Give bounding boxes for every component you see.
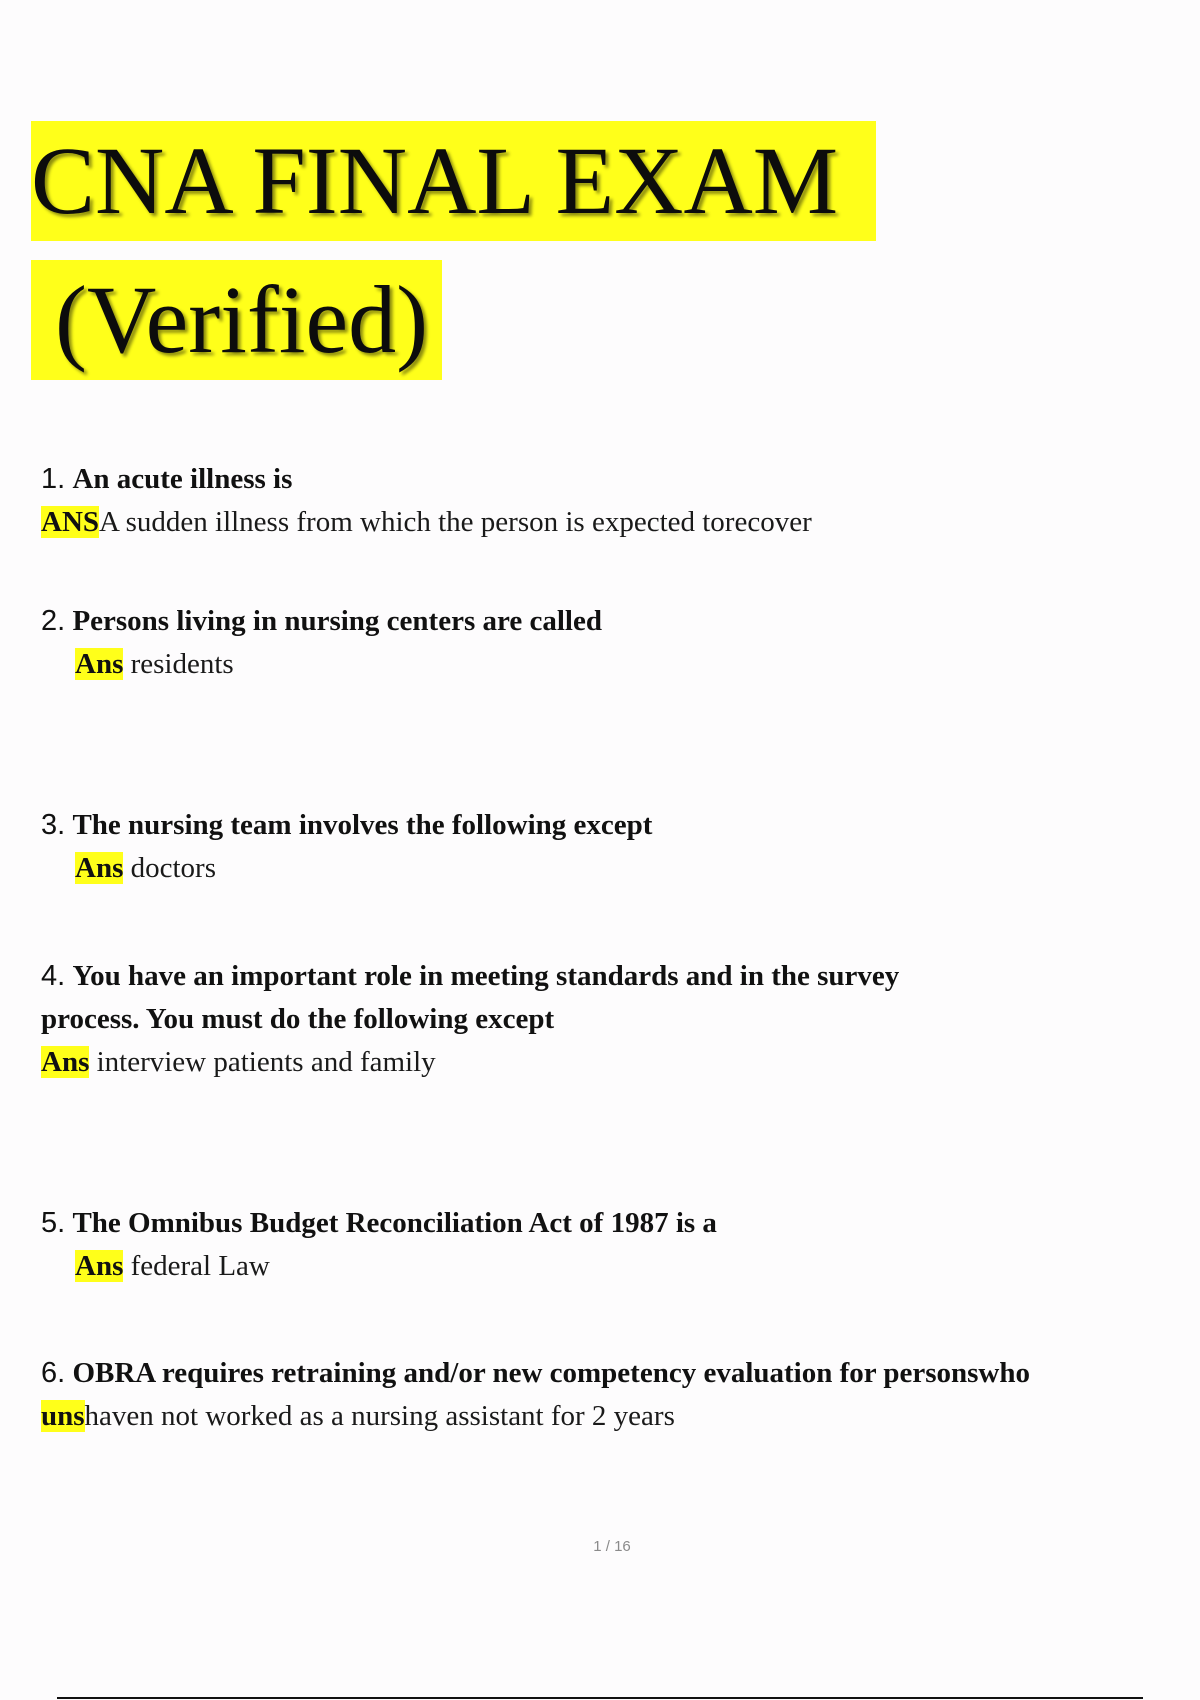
question-text: The nursing team involves the following except (72, 809, 653, 841)
question-text: OBRA requires retraining and/or new competency evaluation for personswho (72, 1357, 1030, 1389)
question-3 (41, 804, 1171, 890)
answer-tag: Ans (75, 1250, 124, 1282)
question-line-continued (41, 998, 1171, 1041)
answer-text: residents (123, 648, 234, 680)
question-line (41, 1202, 1171, 1245)
question-text: You have an important role in meeting standards and in the survey (72, 960, 900, 992)
answer-text: doctors (123, 852, 216, 884)
answer-tag: Ans (41, 1046, 90, 1078)
document-title-text: CNA FINAL EXAM (31, 127, 839, 234)
document-title-line-1 (31, 121, 876, 241)
answer-text: federal Law (123, 1250, 270, 1282)
question-number: 1. (41, 463, 66, 495)
document-subtitle-text: (Verified) (55, 266, 429, 373)
question-number: 5. (41, 1207, 66, 1239)
question-line (41, 1352, 1171, 1395)
answer-line (41, 1395, 1171, 1438)
answer-tag: Ans (75, 852, 124, 884)
page-indicator: 1 / 16 (593, 1538, 631, 1555)
question-text: An acute illness is (72, 463, 293, 495)
answer-line (41, 1041, 1171, 1084)
question-text-continued: process. You must do the following except (41, 1003, 555, 1035)
answer-text: A sudden illness from which the person is expected torecover (99, 506, 812, 538)
question-number: 2. (41, 605, 66, 637)
answer-text: interview patients and family (89, 1046, 436, 1078)
question-2 (41, 600, 1171, 686)
question-4 (41, 955, 1171, 1084)
answer-line (41, 501, 1171, 544)
question-line (41, 955, 1171, 998)
question-number: 4. (41, 960, 66, 992)
question-line (41, 804, 1171, 847)
question-text: The Omnibus Budget Reconciliation Act of 1987 is a (72, 1207, 717, 1239)
document-title-line-2 (31, 260, 442, 380)
question-text: Persons living in nursing centers are called (72, 605, 602, 637)
answer-tag: ANS (41, 506, 100, 538)
answer-line (41, 1245, 1171, 1288)
answer-text: haven not worked as a nursing assistant for 2 years (84, 1400, 675, 1432)
question-line (41, 458, 1171, 501)
answer-tag: uns (41, 1400, 85, 1432)
answer-line (41, 643, 1171, 686)
question-6 (41, 1352, 1171, 1438)
question-number: 6. (41, 1357, 66, 1389)
question-line (41, 600, 1171, 643)
answer-line (41, 847, 1171, 890)
answer-tag: Ans (75, 648, 124, 680)
page-bottom-divider (57, 1697, 1143, 1699)
question-5 (41, 1202, 1171, 1288)
question-1 (41, 458, 1171, 544)
question-number: 3. (41, 809, 66, 841)
